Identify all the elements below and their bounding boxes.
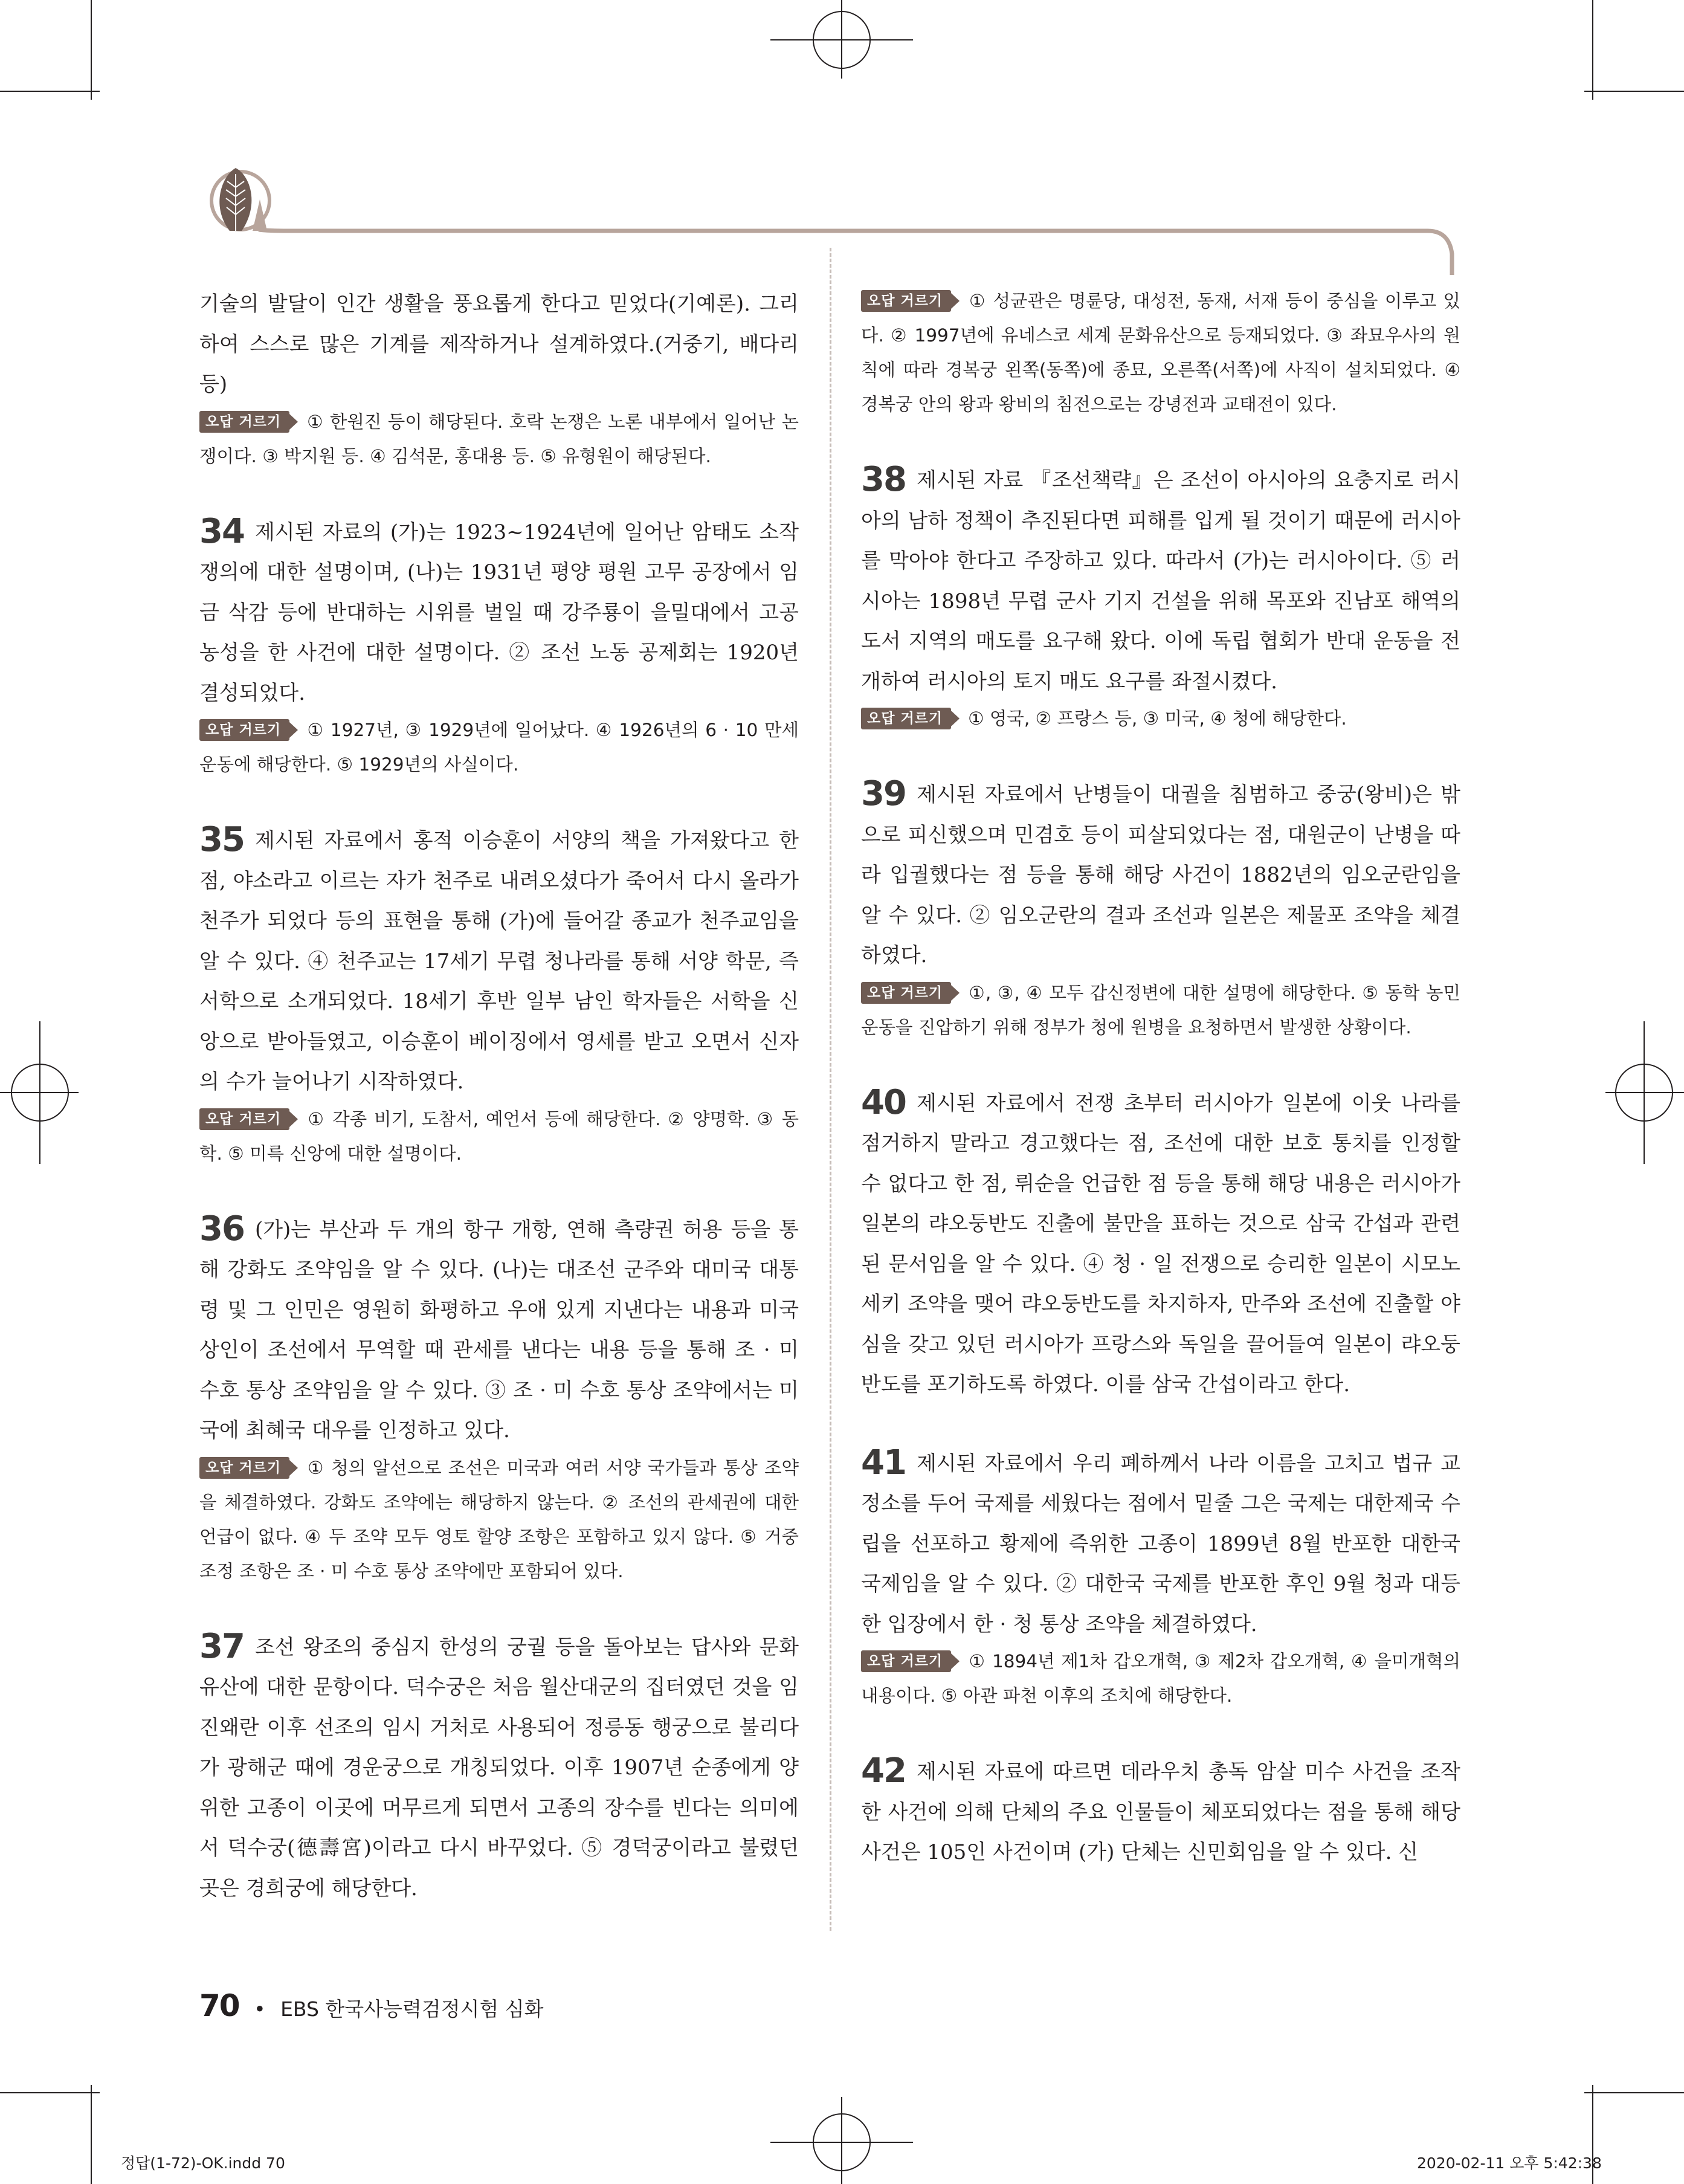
odap-note [861,702,1460,736]
odap-text: ① 한원진 등이 해당된다. 호락 논쟁은 노론 내부에서 일어난 논쟁이다. ③ 박지원 등. ④ 김석문, 홍대용 등. ⑤ 유형원이 해당된다. [199,411,799,467]
odap-text: ① 각종 비기, 도참서, 예언서 등에 해당한다. ② 양명학. ③ 동학. ⑤ 미륵 신앙에 대한 설명이다. [199,1108,799,1164]
left-column [199,284,799,1908]
crop-mark [0,2092,100,2093]
page-number: 70 [199,1988,239,2023]
odap-text: ① 1927년, ③ 1929년에 일어났다. ④ 1926년의 6 · 10 만세 운동에 해당한다. ⑤ 1929년의 사실이다. [199,720,799,775]
odap-text: ① 1894년 제1차 갑오개혁, ③ 제2차 갑오개혁, ④ 을미개혁의 내용이다. ⑤ 아관 파천 이후의 조치에 해당한다. [861,1651,1460,1706]
leaf-icon [211,168,269,231]
question-number: 37 [199,1626,244,1666]
header-banner [192,163,1473,284]
odap-note [861,976,1460,1045]
footer-bullet: • [254,1997,266,2021]
question-number: 41 [861,1443,906,1482]
question-number: 40 [861,1082,906,1122]
registration-mark-bottom [770,2142,913,2143]
question-34 [199,512,799,783]
odap-text: ① 청의 알선으로 조선은 미국과 여러 서양 국가들과 통상 조약을 체결하였다. 강화도 조약에는 해당하지 않는다. ② 조선의 관세권에 대한 언급이 없다. ④ 두 조약 모두 영토 할양 조항은 포함하고 있지 않다. ⑤ 거중 조정 조항은 조 · 미 수호 통상 조약에만 포함되어 있다. [199,1457,799,1581]
question-explanation: 제시된 자료에 따르면 데라우치 총독 암살 미수 사건을 조작한 사건에 의해 단체의 주요 인물들이 체포되었다는 점을 통해 해당 사건은 105인 사건이며 (가) 단체는 신민회임을 알 수 있다. 신 [861,1760,1460,1864]
question-explanation: 제시된 자료에서 난병들이 대궐을 침범하고 중궁(왕비)은 밖으로 피신했으며 민겸호 등이 피살되었다는 점, 대원군이 난병을 따라 입궐했다는 점 등을 통해 해당 사건이 1882년의 임오군란임을 알 수 있다. ② 임오군란의 결과 조선과 일본은 제물포 조약을 체결하였다. [861,783,1460,968]
registration-mark-bottom [841,2097,842,2184]
slug-timestamp: 2020-02-11 오후 5:42:38 [1417,2154,1602,2172]
crop-mark [0,91,100,92]
crop-mark [91,0,92,100]
odap-note [199,1102,799,1171]
page-footer [199,1988,544,2023]
odap-text: ① 영국, ② 프랑스 등, ③ 미국, ④ 청에 해당한다. [968,708,1347,729]
question-36 [199,1210,799,1589]
question-number: 39 [861,774,906,813]
question-39 [861,775,1460,1045]
registration-mark-left [0,1092,79,1093]
registration-mark-top [770,39,913,40]
question-35 [199,821,799,1171]
crop-mark [1592,0,1593,100]
odap-label: 오답 거르기 [861,982,951,1004]
question-explanation: 제시된 자료에서 우리 폐하께서 나라 이름을 고치고 법규 교정소를 두어 국제를 세웠다는 점에서 밑줄 그은 국제는 대한제국 수립을 선포하고 황제에 즉위한 고종이 1899년 8월 반포한 대한국 국제임을 알 수 있다. ② 대한국 국제를 반포한 후인 9월 청과 대등한 입장에서 한 · 청 통상 조약을 체결하였다. [861,1451,1460,1636]
registration-mark-right [1605,1092,1684,1093]
odap-note [199,1451,799,1589]
question-explanation: 제시된 자료에서 전쟁 초부터 러시아가 일본에 이웃 나라를 점거하지 말라고 경고했다는 점, 조선에 대한 보호 통치를 인정할 수 없다고 한 점, 뤼순을 언급한 점 등을 통해 해당 내용은 러시아가 일본의 랴오둥반도 진출에 불만을 표하는 것으로 삼국 간섭과 관련된 문서임을 알 수 있다. ④ 청 · 일 전쟁으로 승리한 일본이 시모노세키 조약을 맺어 랴오둥반도를 차지하자, 만주와 조선에 진출할 야심을 갖고 있던 러시아가 프랑스와 독일을 끌어들여 일본이 랴오둥반도를 포기하도록 하였다. 이를 삼국 간섭이라고 한다. [861,1091,1460,1397]
question-number: 35 [199,820,244,859]
question-explanation: 제시된 자료 『조선책략』은 조선이 아시아의 요충지로 러시아의 남하 정책이 추진된다면 피해를 입게 될 것이기 때문에 러시아를 막아야 한다고 주장하고 있다. 따라서 (가)는 러시아이다. ⑤ 러시아는 1898년 무렵 군사 기지 건설을 위해 목포와 진남포 해역의 도서 지역의 매도를 요구해 왔다. 이에 독립 협회가 반대 운동을 전개하여 러시아의 토지 매도 요구를 좌절시켰다. [861,468,1460,694]
question-38 [861,460,1460,736]
crop-mark [1584,2092,1684,2093]
question-explanation: 제시된 자료의 (가)는 1923~1924년에 일어난 암태도 소작 쟁의에 대한 설명이며, (나)는 1931년 평양 평원 고무 공장에서 임금 삭감 등에 반대하는 시위를 벌일 때 강주룡이 을밀대에서 고공 농성을 한 사건에 대한 설명이다. ② 조선 노동 공제회는 1920년 결성되었다. [199,520,799,705]
slug-filename: 정답(1-72)-OK.indd 70 [121,2154,285,2172]
question-explanation: 제시된 자료에서 홍적 이승훈이 서양의 책을 가져왔다고 한 점, 야소라고 이르는 자가 천주로 내려오셨다가 죽어서 다시 올라가 천주가 되었다 등의 표현을 통해 (가)에 들어갈 종교가 천주교임을 알 수 있다. ④ 천주교는 17세기 무렵 청나라를 통해 서양 학문, 즉 서학으로 소개되었다. 18세기 후반 일부 남인 학자들은 서학을 신앙으로 받아들였고, 이승훈이 베이징에서 영세를 받고 오면서 신자의 수가 늘어나기 시작하였다. [199,829,799,1094]
question-number: 38 [861,460,906,499]
odap-note [199,405,799,474]
odap-text: ① 성균관은 명륜당, 대성전, 동재, 서재 등이 중심을 이루고 있다. ② 1997년에 유네스코 세계 문화유산으로 등재되었다. ③ 좌묘우사의 원칙에 따라 경복궁 왼쪽(동쪽)에 종묘, 오른쪽(서쪽)에 사직이 설치되었다. ④ 경복궁 안의 왕과 왕비의 침전으로는 강녕전과 교태전이 있다. [861,291,1460,415]
question-40 [861,1084,1460,1405]
question-explanation: 조선 왕조의 중심지 한성의 궁궐 등을 돌아보는 답사와 문화유산에 대한 문항이다. 덕수궁은 처음 월산대군의 집터였던 것을 임진왜란 이후 선조의 임시 거처로 사용되어 정릉동 행궁으로 불리다가 광해군 때에 경운궁으로 개칭되었다. 이후 1907년 순종에게 양위한 고종이 이곳에 머무르게 되면서 고종의 장수를 빈다는 의미에서 덕수궁(德壽宮)이라고 다시 바꾸었다. ⑤ 경덕궁이라고 불렸던 곳은 경희궁에 해당한다. [199,1635,799,1901]
question-37 [199,1627,799,1909]
odap-note [199,713,799,782]
question-number: 36 [199,1209,244,1249]
odap-note [861,1644,1460,1713]
right-column [861,284,1460,1873]
book-title: EBS 한국사능력검정시험 심화 [280,1997,544,2021]
odap-note [861,284,1460,422]
odap-label: 오답 거르기 [199,411,289,433]
crop-mark [1584,91,1684,92]
odap-label: 오답 거르기 [199,1108,289,1130]
question-number: 42 [861,1751,906,1791]
odap-label: 오답 거르기 [861,290,951,312]
odap-label: 오답 거르기 [861,1650,951,1672]
odap-text: ①, ③, ④ 모두 갑신정변에 대한 설명에 해당한다. ⑤ 동학 농민 운동을 진압하기 위해 정부가 청에 원병을 요청하면서 발생한 상황이다. [861,982,1460,1038]
odap-label: 오답 거르기 [861,708,951,729]
odap-label: 오답 거르기 [199,1457,289,1479]
question-explanation: (가)는 부산과 두 개의 항구 개항, 연해 측량권 허용 등을 통해 강화도 조약임을 알 수 있다. (나)는 대조선 군주와 대미국 대통령 및 그 인민은 영원히 화평하고 우애 있게 지낸다는 내용과 미국 상인이 조선에서 무역할 때 관세를 낸다는 내용 등을 통해 조 · 미 수호 통상 조약임을 알 수 있다. ③ 조 · 미 수호 통상 조약에서는 미국에 최혜국 대우를 인정하고 있다. [199,1217,799,1443]
question-number: 34 [199,511,244,551]
crop-mark [91,2085,92,2184]
question-41 [861,1444,1460,1714]
odap-label: 오답 거르기 [199,719,289,741]
question-42 [861,1752,1460,1873]
intro-paragraph: 기술의 발달이 인간 생활을 풍요롭게 한다고 믿었다(기예론). 그리하여 스스로 많은 기계를 제작하거나 설계하였다.(거중기, 배다리 등) [199,292,799,396]
column-divider [830,248,831,1931]
